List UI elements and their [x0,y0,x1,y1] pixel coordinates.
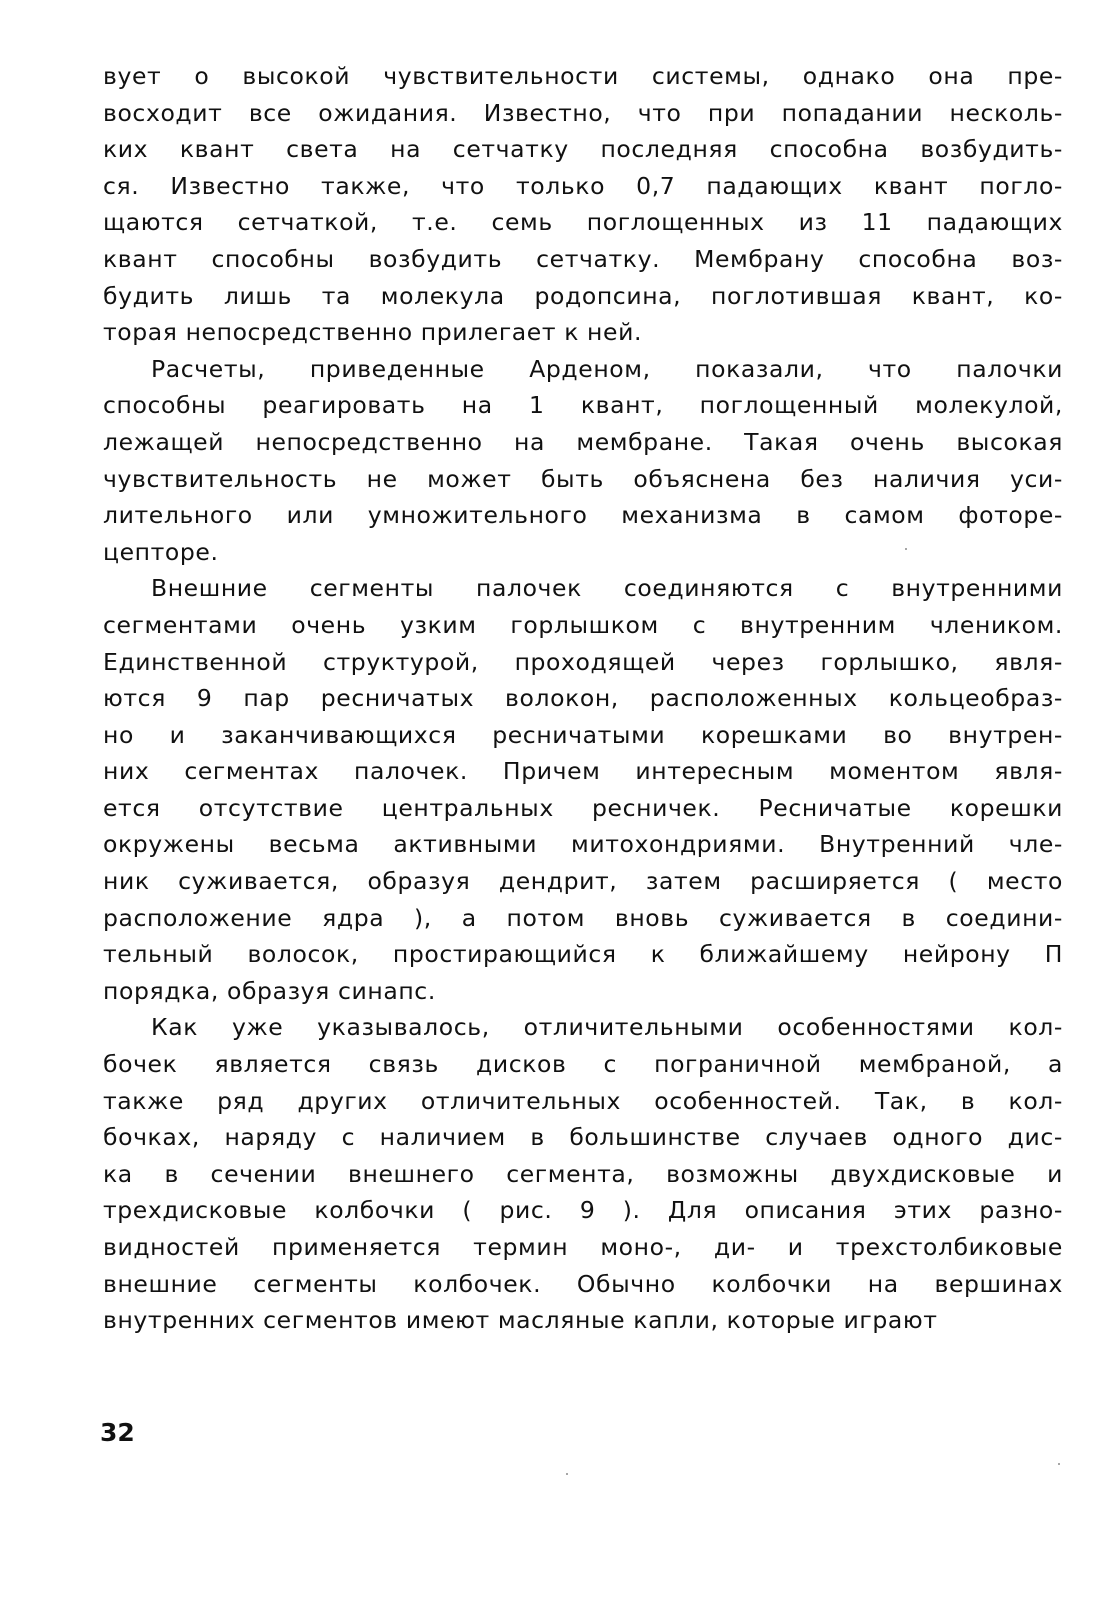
paragraph [103,1009,1063,1338]
text-line: чувствительность не может быть объяснена без наличия уси- [103,464,1063,493]
text-line: Как уже указывалось, отличительными особенностями кол- [151,1013,1063,1042]
text-line: бочках, наряду с наличием в большинстве случаев одного дис- [103,1123,1063,1152]
text-line: ся. Известно также, что только 0,7 падающих квант погло- [103,171,1063,200]
text-line: торая непосредственно прилегает к ней. [103,318,643,347]
text-line: бочек является связь дисков с пограничной мембраной, а [103,1050,1063,1079]
text-line: внутренних сегментов имеют масляные капли, которые играют [103,1306,938,1335]
text-line: будить лишь та молекула родопсина, поглотившая квант, ко- [103,281,1063,310]
text-line: лительного или умножительного механизма в самом фоторе- [103,501,1063,530]
text-line: также ряд других отличительных особенностей. Так, в кол- [103,1086,1063,1115]
paragraph [103,351,1063,571]
text-line: квант способны возбудить сетчатку. Мембрану способна воз- [103,244,1063,273]
text-line: лежащей непосредственно на мембране. Такая очень высокая [103,427,1063,456]
text-line: сегментами очень узким горлышком с внутренним члеником. [103,610,1063,639]
text-line: способны реагировать на 1 квант, поглощенный молекулой, [103,391,1063,420]
text-line: восходит все ожидания. Известно, что при попадании несколь- [103,98,1063,127]
text-line: порядка, образуя синапс. [103,976,436,1005]
text-line: Расчеты, приведенные Арденом, показали, что палочки [151,354,1063,383]
text-line: ких квант света на сетчатку последняя способна возбудить- [103,135,1063,164]
text-line: ник суживается, образуя дендрит, затем расширяется ( место [103,867,1063,896]
text-line: них сегментах палочек. Причем интересным моментом явля- [103,757,1063,786]
text-line: щаются сетчаткой, т.е. семь поглощенных из 11 падающих [103,208,1063,237]
text-line: Внешние сегменты палочек соединяются с внутренними [151,574,1063,603]
text-line: ется отсутствие центральных ресничек. Ресничатые корешки [103,793,1063,822]
text-line: расположение ядра ), а потом вновь суживается в соедини- [103,903,1063,932]
text-line: вует о высокой чувствительности системы, однако она пре- [103,62,1063,90]
scan-speck [905,548,907,550]
scan-speck [1058,1463,1060,1465]
text-line: окружены весьма активными митохондриями. Внутренний чле- [103,830,1063,859]
text-line: цепторе. [103,537,219,566]
scan-speck [566,1473,568,1475]
text-line: трехдисковые колбочки ( рис. 9 ). Для описания этих разно- [103,1196,1063,1225]
paragraph [103,58,1063,351]
page-number: 32 [100,1418,135,1447]
body-text [103,58,1063,1339]
paragraph [103,570,1063,1009]
text-line: Единственной структурой, проходящей через горлышко, явля- [103,647,1063,676]
text-line: но и заканчивающихся ресничатыми корешками во внутрен- [103,720,1063,749]
text-line: ка в сечении внешнего сегмента, возможны двухдисковые и [103,1159,1063,1188]
text-line: ются 9 пар ресничатых волокон, расположенных кольцеобраз- [103,684,1063,713]
text-line: внешние сегменты колбочек. Обычно колбочки на вершинах [103,1269,1063,1298]
text-line: видностей применяется термин моно-, ди- и трехстолбиковые [103,1233,1063,1261]
text-line: тельный волосок, простирающийся к ближайшему нейрону П [103,940,1063,969]
